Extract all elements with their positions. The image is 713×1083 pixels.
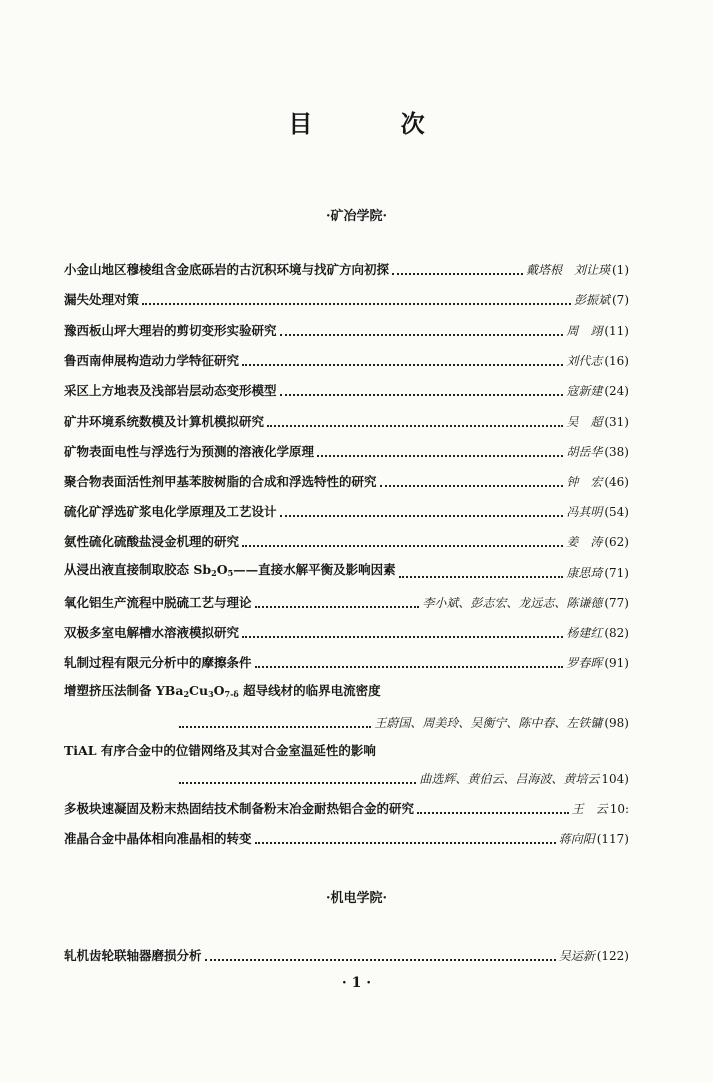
toc-entry[interactable] — [64, 591, 629, 611]
entry-title: 多极块速凝固及粉末热固结技术制备粉末冶金耐热铝合金的研究 — [64, 801, 415, 816]
entry-title: 豫西板山坪大理岩的剪切变形实验研究 — [64, 323, 277, 338]
leader-dots — [242, 635, 563, 638]
entry-title: 准晶合金中晶体相向准晶相的转变 — [64, 831, 252, 846]
toc-entry[interactable] — [64, 410, 629, 430]
entry-title: 轧制过程有限元分析中的摩擦条件 — [64, 655, 252, 670]
leader-dots — [380, 484, 564, 487]
section-heading-mechatronics: ·机电学院· — [325, 891, 388, 906]
page-number: · 1 · — [341, 975, 372, 991]
entry-authors: 胡岳华 — [566, 445, 603, 459]
toc-entry[interactable] — [64, 440, 629, 460]
entry-page: (1) — [612, 263, 629, 277]
entry-authors: 冯其明 — [566, 505, 603, 519]
entry-authors: 罗春晖 — [566, 656, 603, 670]
entry-title: 鲁西南伸展构造动力学特征研究 — [64, 353, 240, 368]
leader-dots — [280, 514, 564, 517]
section-heading-mining: ·矿冶学院· — [325, 209, 388, 224]
leader-dots — [255, 605, 420, 608]
entry-title: 氧化铝生产流程中脱硫工艺与理论 — [64, 595, 252, 610]
entry-page: (117) — [596, 832, 629, 846]
entry-page: (62) — [604, 535, 629, 549]
entry-authors: 吴运新 — [558, 949, 595, 963]
entry-authors: 寇新建 — [566, 384, 603, 398]
entry-page: (31) — [604, 415, 629, 429]
entry-title: TiAL 有序合金中的位错网络及其对合金室温延性的影响 — [64, 743, 376, 758]
entry-page: 10: — [609, 802, 629, 816]
leader-dots — [417, 811, 569, 814]
leader-dots — [392, 272, 523, 275]
entry-title: 采区上方地表及浅部岩层动态变形模型 — [64, 383, 277, 398]
toc-entry[interactable] — [64, 258, 629, 278]
entry-page: (54) — [604, 505, 629, 519]
toc-entry-author-line[interactable] — [64, 711, 629, 731]
entry-authors: 蒋向阳 — [558, 832, 595, 846]
leader-dots — [255, 665, 564, 668]
entry-authors: 王蔚国、周美玲、吴衡宁、陈中春、左铁镛 — [374, 716, 603, 730]
leader-dots — [280, 333, 564, 336]
entry-title: 硫化矿浮选矿浆电化学原理及工艺设计 — [64, 504, 277, 519]
leader-dots — [255, 841, 556, 844]
entry-authors: 钟 宏 — [566, 475, 603, 489]
leader-dots — [280, 393, 564, 396]
leader-dots — [205, 958, 556, 961]
entry-title: 双极多室电解槽水溶液模拟研究 — [64, 625, 240, 640]
entry-page: (24) — [604, 384, 629, 398]
entry-page: (46) — [604, 475, 629, 489]
entry-page: (7) — [612, 293, 629, 307]
entry-authors: 康思琦 — [566, 566, 603, 580]
entry-page: 104) — [601, 772, 629, 786]
page-title: 目 次 — [288, 109, 465, 138]
leader-dots — [142, 302, 571, 305]
entry-authors: 曲选辉、黄伯云、吕海波、黄培云 — [419, 772, 600, 786]
toc-entry[interactable] — [64, 651, 629, 671]
entry-page: (16) — [604, 354, 629, 368]
entry-page: (11) — [604, 324, 629, 338]
entry-title: 增塑挤压法制备 $YBa_2Cu_3O_{7-\delta}$ 超导线材的临界电流密度 — [64, 683, 381, 699]
leader-dots — [242, 544, 563, 547]
entry-authors: 戴塔根 刘让瑛 — [525, 263, 610, 277]
toc-entry-title-line[interactable] — [64, 682, 629, 702]
toc-entry[interactable] — [64, 621, 629, 641]
entry-page: (91) — [604, 656, 629, 670]
leader-dots — [179, 725, 371, 728]
entry-authors: 周 翊 — [566, 324, 603, 338]
entry-title: 矿物表面电性与浮选行为预测的溶液化学原理 — [64, 444, 315, 459]
toc-entry[interactable] — [64, 319, 629, 339]
leader-dots — [242, 363, 563, 366]
leader-dots — [317, 454, 563, 457]
toc-entry[interactable] — [64, 944, 629, 964]
entry-title: 小金山地区穆棱组含金底砾岩的古沉积环境与找矿方向初探 — [64, 262, 390, 277]
leader-dots — [179, 781, 416, 784]
toc-entry-author-line[interactable] — [64, 767, 629, 787]
entry-authors: 王 云 — [571, 802, 608, 816]
toc-entry[interactable] — [64, 288, 629, 308]
entry-page: (77) — [604, 596, 629, 610]
entry-authors: 杨建红 — [566, 626, 603, 640]
entry-title: 轧机齿轮联轴器磨损分析 — [64, 948, 202, 963]
toc-entry[interactable] — [64, 500, 629, 520]
entry-authors: 李小斌、彭志宏、龙远志、陈谦德 — [422, 596, 603, 610]
toc-entry-title-line[interactable] — [64, 739, 629, 759]
entry-title: 矿井环境系统数模及计算机模拟研究 — [64, 414, 265, 429]
leader-dots — [267, 424, 563, 427]
toc-entry[interactable] — [64, 561, 629, 581]
entry-authors: 彭振斌 — [573, 293, 610, 307]
entry-title: 聚合物表面活性剂甲基苯胺树脂的合成和浮选特性的研究 — [64, 474, 377, 489]
entry-page: (122) — [596, 949, 629, 963]
entry-page: (82) — [604, 626, 629, 640]
toc-entry[interactable] — [64, 379, 629, 399]
entry-authors: 吴 超 — [566, 415, 603, 429]
entry-page: (38) — [604, 445, 629, 459]
toc-entry[interactable] — [64, 349, 629, 369]
toc-entry[interactable] — [64, 470, 629, 490]
entry-page: (98) — [604, 716, 629, 730]
entry-title: 氨性硫化硫酸盐浸金机理的研究 — [64, 534, 240, 549]
entry-title: 漏失处理对策 — [64, 292, 140, 307]
entry-authors: 刘代志 — [566, 354, 603, 368]
leader-dots — [399, 575, 564, 578]
entry-page: (71) — [604, 566, 629, 580]
entry-title: 从浸出液直接制取胶态 $Sb_2O_5——$直接水解平衡及影响因素 — [64, 562, 396, 578]
toc-entry[interactable] — [64, 797, 629, 817]
toc-entry[interactable] — [64, 827, 629, 847]
entry-authors: 姜 涛 — [566, 535, 603, 549]
toc-entry[interactable] — [64, 530, 629, 550]
